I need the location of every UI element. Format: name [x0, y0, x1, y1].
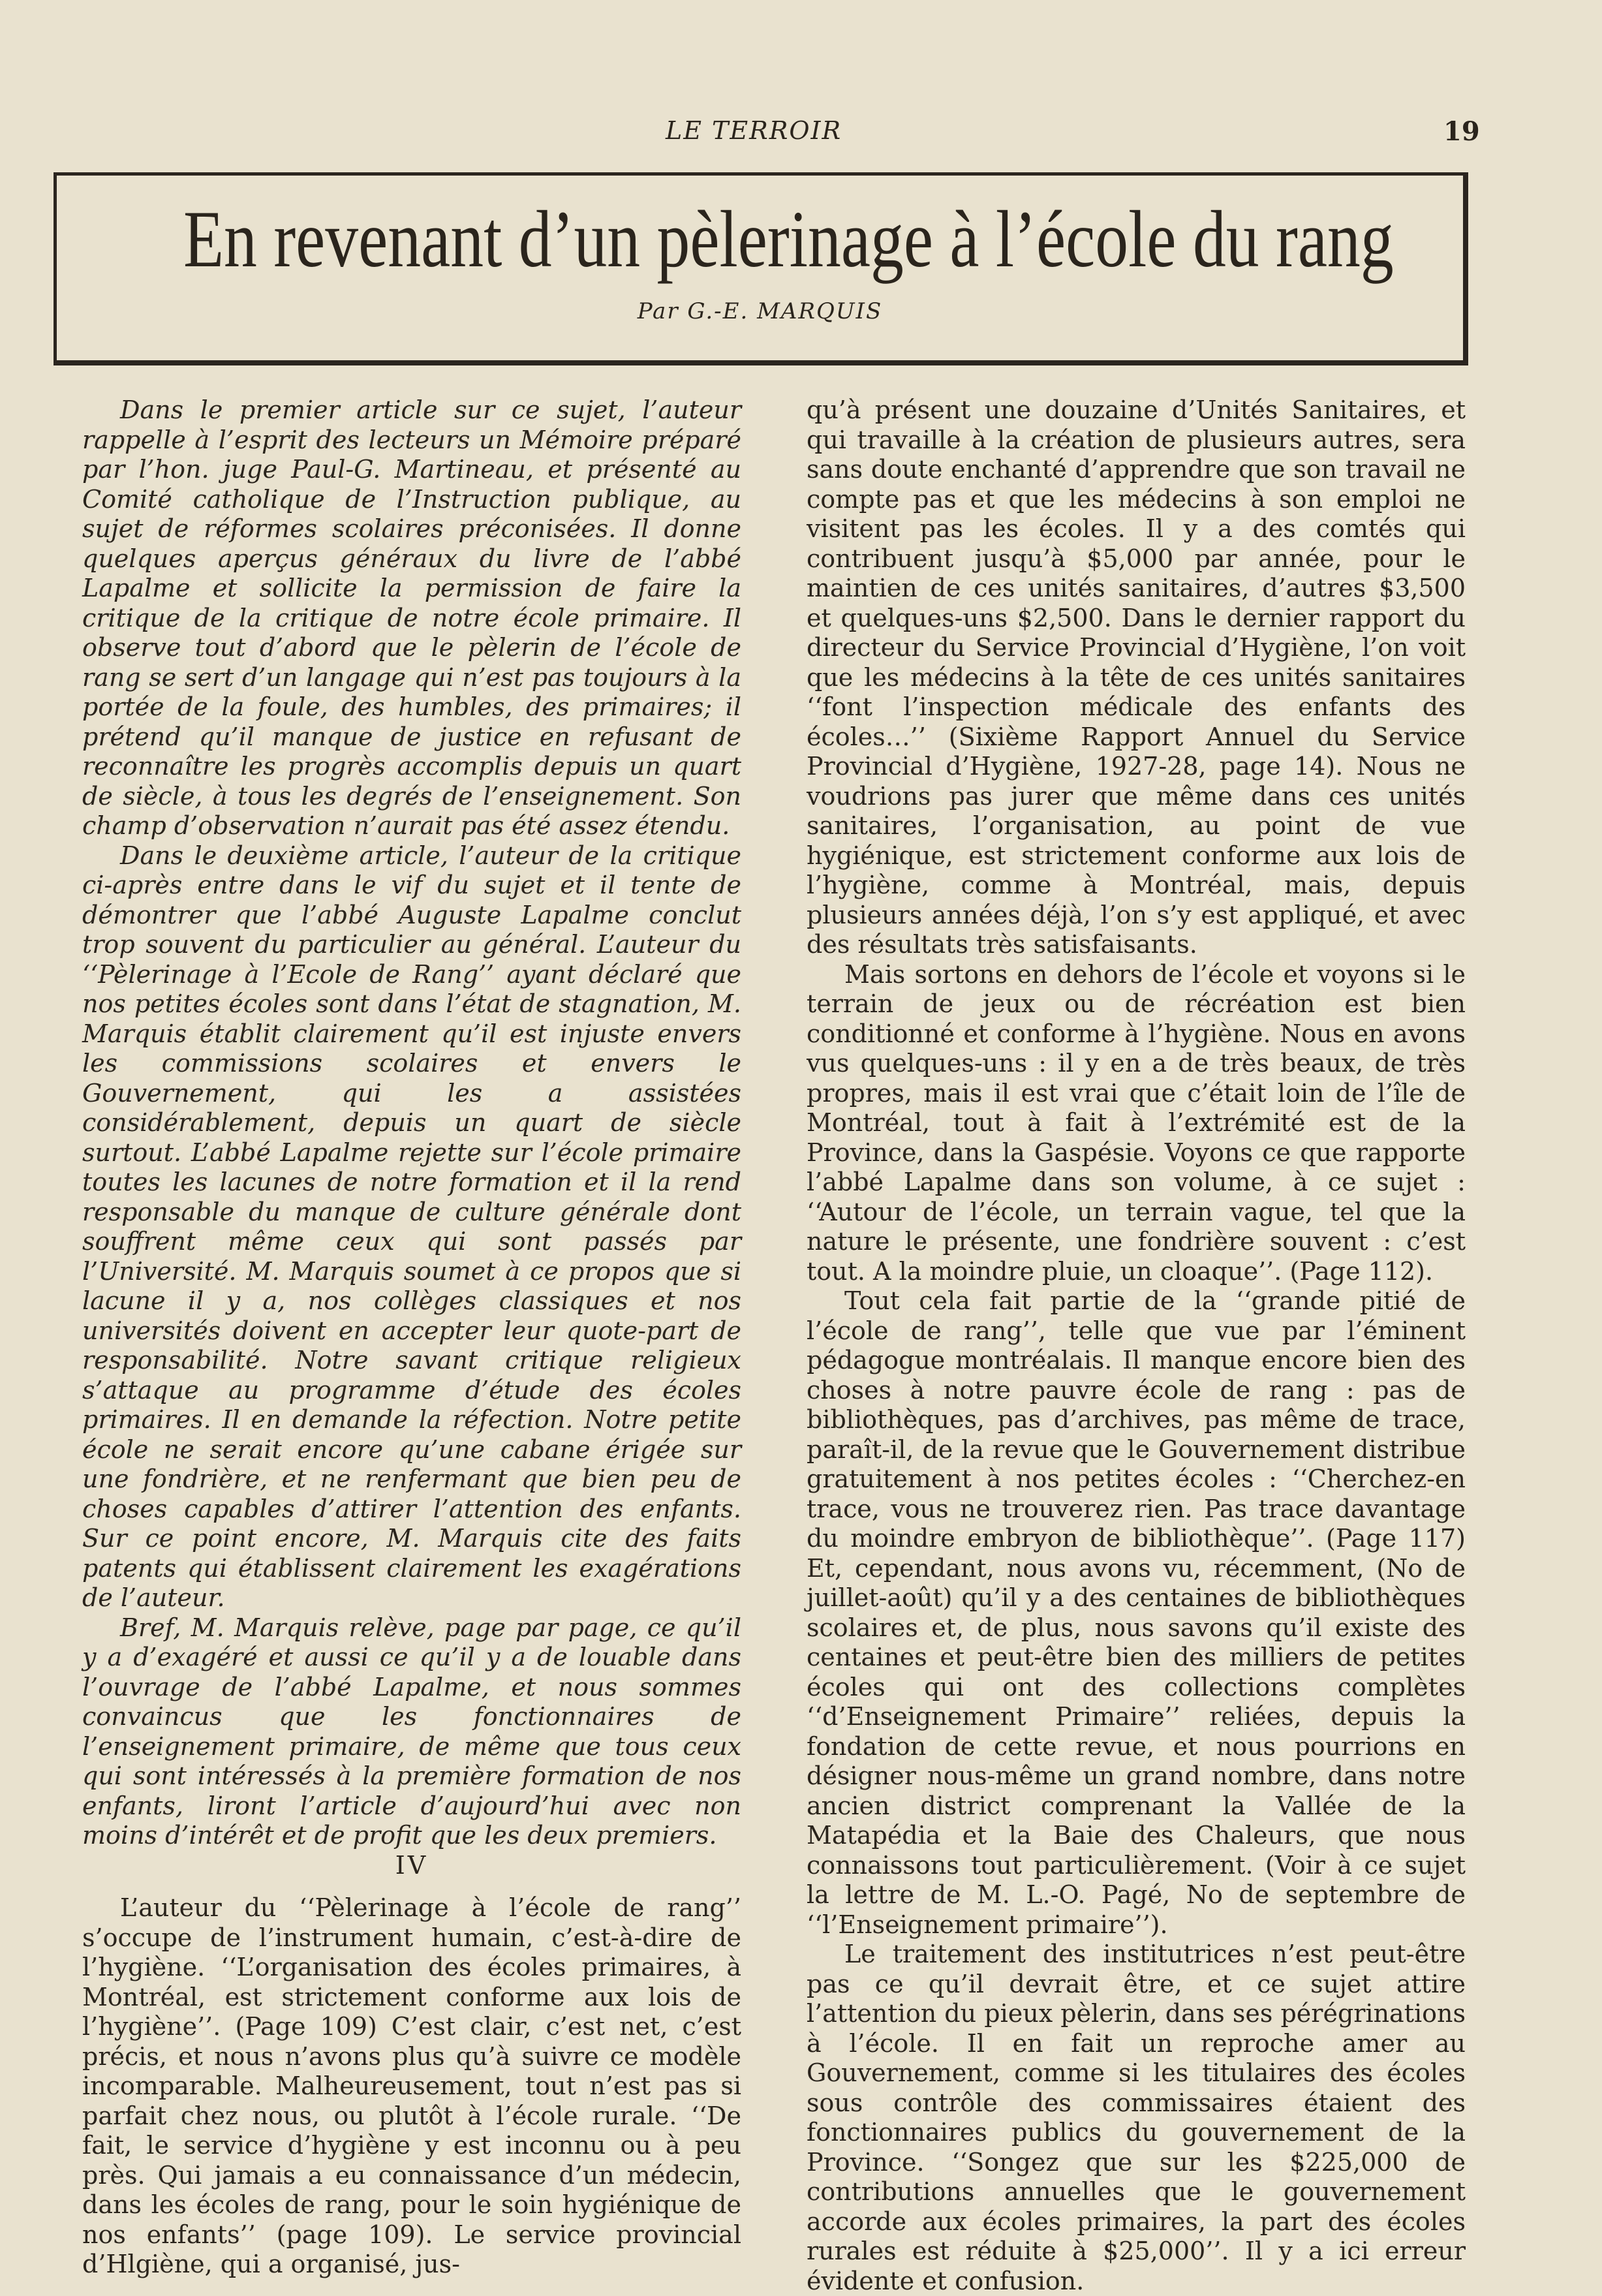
article-byline: Par G.-E. MARQUIS — [637, 298, 883, 324]
body-paragraph: L’auteur du ‘‘Pèlerinage à l’école de rang’’ s’occupe de l’instrument humain, c’est-à-dire de l’hygiène. ‘‘L’organisation des écoles primaires, à Montréal, est strictement conforme aux lois de l’hygiène’’. (Page 109) C’est clair, c’est net, c’est précis, et nous n’avons plus qu’à suivre ce modèle incomparable. Malheureusement, tout n’est pas si parfait chez nous, ou plutôt à l’école rurale. ‘‘De fait, le service d’hygiène y est inconnu ou à peu près. Qui jamais a eu connaissance d’un médecin, dans les écoles de rang, pour le soin hygiénique de nos enfants’’ (page 109). Le service provincial d’Hlgiène, qui a organisé, jus- — [82, 1893, 741, 2278]
title-box — [54, 172, 1468, 365]
intro-paragraph: Dans le deuxième article, l’auteur de la critique ci-après entre dans le vif du sujet et il tente de démontrer que l’abbé Auguste Lapalme conclut trop souvent du particulier au général. L’auteur du ‘‘Pèlerinage à l’Ecole de Rang’’ ayant déclaré que nos petites écoles sont dans l’état de stagnation, M. Marquis établit clairement qu’il est injuste envers les commissions scolaires et envers le Gouvernement, qui les a assistées considérablement, depuis un quart de siècle surtout. L’abbé Lapalme rejette sur l’école primaire toutes les lacunes de notre formation et il la rend responsable du manque de culture générale dont souffrent même ceux qui sont passés par l’Université. M. Marquis soumet à ce propos que si lacune il y a, nos collèges classiques et nos universités doivent en accepter leur quote-part de responsabilité. Notre savant critique religieux s’attaque au programme d’étude des écoles primaires. Il en demande la réfection. Notre petite école ne serait encore qu’une cabane érigée sur une fondrière, et ne renfermant que bien peu de choses capables d’attirer l’attention des enfants. Sur ce point encore, M. Marquis cite des faits patents qui établissent clairement les exagérations de l’auteur. — [82, 841, 741, 1612]
article-intro — [82, 396, 741, 1851]
intro-paragraph: Dans le premier article sur ce sujet, l’auteur rappelle à l’esprit des lecteurs un Mémoire préparé par l’hon. juge Paul-G. Martineau, et présenté au Comité catholique de l’Instruction publique, au sujet de réformes scolaires préconisées. Il donne quelques aperçus généraux du livre de l’abbé Lapalme et sollicite la permission de faire la critique de la critique de notre école primaire. Il observe tout d’abord que le pèlerin de l’école de rang se sert d’un langage qui n’est pas toujours à la portée de la foule, des humbles, des primaires; il prétend qu’il manque de justice en refusant de reconnaître les progrès accomplis depuis un quart de siècle, à tous les degrés de l’enseignement. Son champ d’observation n’aurait pas été assez étendu. — [82, 396, 741, 840]
page-number: 19 — [1443, 116, 1480, 147]
body-paragraph: Le traitement des institutrices n’est peut-être pas ce qu’il devrait être, et ce sujet attire l’attention du pieux pèlerin, dans ses pérégrinations à l’école. Il en fait un reproche amer au Gouvernement, comme si les titulaires des écoles sous contrôle des commissaires étaient des fonctionnaires publics du gouvernement de la Province. ‘‘Songez que sur les $225,000 de contributions annuelles que le gouvernement accorde aux écoles primaires, la part des écoles rurales est réduite à $25,000’’. Il y a ici erreur évidente et confusion. — [807, 1940, 1466, 2295]
body-paragraph: Tout cela fait partie de la ‘‘grande pitié de l’école de rang’’, telle que vue par l’éminent pédagogue montréalais. Il manque encore bien des choses à notre pauvre école de rang : pas de bibliothèques, pas d’archives, pas même de trace, paraît-il, de la revue que le Gouvernement distribue gratuitement à nos petites écoles : ‘‘Cherchez-en trace, vous ne trouverez rien. Pas trace davantage du moindre embryon de bibliothèque’’. (Page 117) Et, cependant, nous avons vu, récemment, (No de juillet-août) qu’il y a des centaines de bibliothèques scolaires et, de plus, nous savons qu’il existe des centaines et peut-être bien des milliers de petites écoles qui ont des collections complètes ‘‘d’Enseignement Primaire’’ reliées, depuis la fondation de cette revue, et nous pourrions en désigner nous-même un grand nombre, dans notre ancien district comprenant la Vallée de la Matapédia et la Baie des Chaleurs, que nous connaissons tout particulièrement. (Voir à ce sujet la lettre de M. L.-O. Pagé, No de septembre de ‘‘l’Enseignement primaire’’). — [807, 1286, 1466, 1939]
left-column — [82, 396, 741, 2280]
section-number: IV — [395, 1850, 429, 1880]
body-text-right — [807, 396, 1466, 2296]
body-text-left — [82, 1893, 741, 2280]
intro-paragraph: Bref, M. Marquis relève, page par page, ce qu’il y a d’exagéré et aussi ce qu’il y a de louable dans l’ouvrage de l’abbé Lapalme, et nous sommes convaincus que les fonctionnaires de l’enseignement primaire, de même que tous ceux qui sont intéressés à la première formation de nos enfants, liront l’article d’aujourd’hui avec non moins d’intérêt et de profit que les deux premiers. — [82, 1613, 741, 1850]
body-paragraph: Mais sortons en dehors de l’école et voyons si le terrain de jeux ou de récréation est bien conditionné et conforme à l’hygiène. Nous en avons vus quelques-uns : il y en a de très beaux, de très propres, mais il est vrai que c’était loin de l’île de Montréal, tout à fait à l’extrémité est de la Province, dans la Gaspésie. Voyons ce que rapporte l’abbé Lapalme dans son volume, à ce sujet : ‘‘Autour de l’école, un terrain vague, tel que la nature le présente, une fondrière souvent : c’est tout. A la moindre pluie, un cloaque’’. (Page 112). — [807, 959, 1466, 1286]
right-column — [807, 396, 1466, 2296]
body-paragraph: qu’à présent une douzaine d’Unités Sanitaires, et qui travaille à la création de plusieurs autres, sera sans doute enchanté d’apprendre que son travail ne compte pas et que les médecins à son emploi ne visitent pas les écoles. Il y a des comtés qui contribuent jusqu’à $5,000 par année, pour le maintien de ces unités sanitaires, d’autres $3,500 et quelques-uns $2,500. Dans le dernier rapport du directeur du Service Provincial d’Hygiène, l’on voit que les médecins à la tête de ces unités sanitaires ‘‘font l’inspection médicale des enfants des écoles…’’ (Sixième Rapport Annuel du Service Provincial d’Hygiène, 1927-28, page 14). Nous ne voudrions pas jurer que même dans ces unités sanitaires, l’organisation, au point de vue hygiénique, est strictement conforme aux lois de l’hygiène, comme à Montréal, mais, depuis plusieurs années déjà, l’on s’y est appliqué, et avec des résultats très satisfaisants. — [807, 396, 1466, 959]
running-head — [0, 116, 1602, 149]
article-title: En revenant d’un pèlerinage à l’école du rang — [183, 194, 1394, 284]
running-title: LE TERROIR — [666, 116, 842, 145]
